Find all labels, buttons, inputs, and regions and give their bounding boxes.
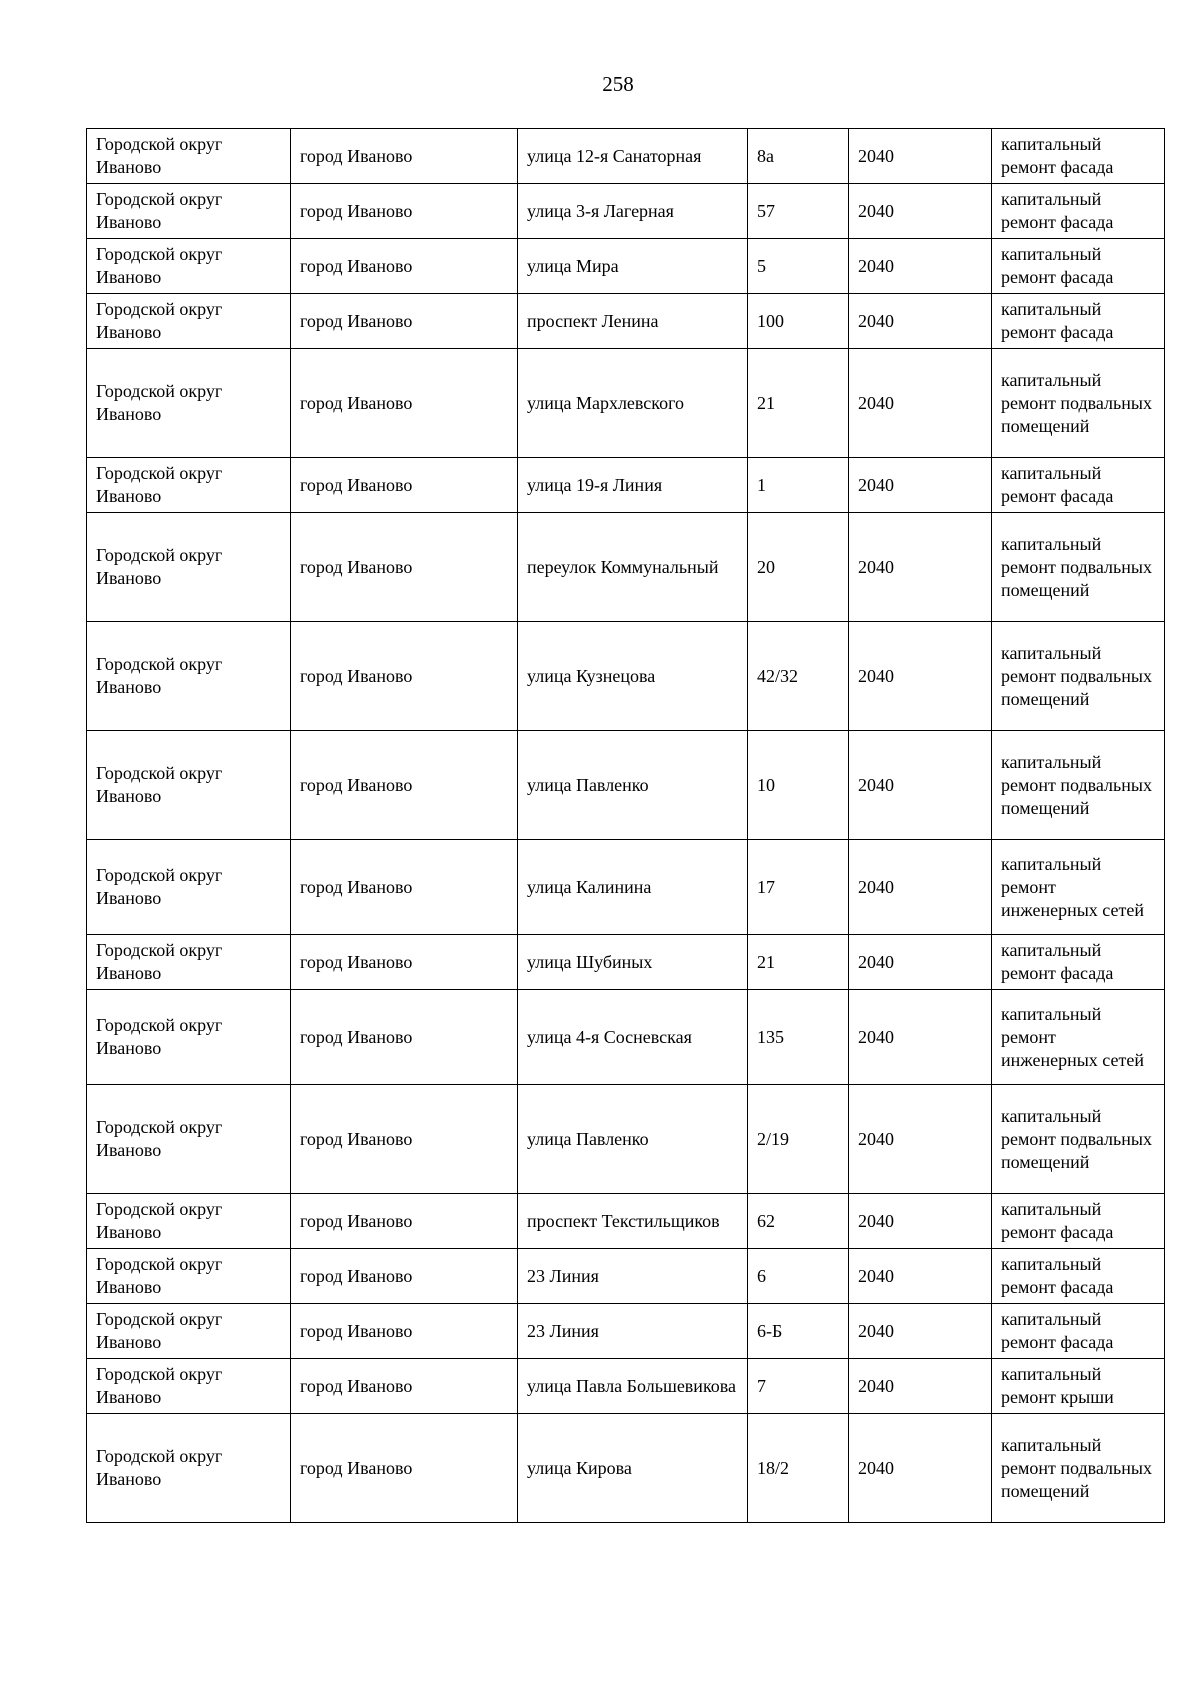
year-cell: 2040: [849, 129, 992, 184]
street-cell: 23 Линия: [518, 1304, 748, 1359]
house-number-cell: 62: [748, 1194, 849, 1249]
city-cell: город Иваново: [291, 840, 518, 935]
table-row: [87, 622, 1165, 731]
district-cell: Городской округ Иваново: [87, 1249, 291, 1304]
year-cell: 2040: [849, 184, 992, 239]
table-row: [87, 990, 1165, 1085]
district-cell: Городской округ Иваново: [87, 129, 291, 184]
street-cell: улица Кузнецова: [518, 622, 748, 731]
year-cell: 2040: [849, 458, 992, 513]
street-cell: проспект Ленина: [518, 294, 748, 349]
work-type-cell: капитальный ремонт фасада: [992, 935, 1165, 990]
year-cell: 2040: [849, 349, 992, 458]
street-cell: улица Кирова: [518, 1414, 748, 1523]
table-row: [87, 1304, 1165, 1359]
house-number-cell: 21: [748, 935, 849, 990]
repair-schedule-table: [86, 128, 1165, 1523]
district-cell: Городской округ Иваново: [87, 1414, 291, 1523]
house-number-cell: 21: [748, 349, 849, 458]
district-cell: Городской округ Иваново: [87, 184, 291, 239]
street-cell: улица Калинина: [518, 840, 748, 935]
table-row: [87, 840, 1165, 935]
year-cell: 2040: [849, 840, 992, 935]
district-cell: Городской округ Иваново: [87, 513, 291, 622]
work-type-cell: капитальный ремонт подвальных помещений: [992, 1085, 1165, 1194]
house-number-cell: 10: [748, 731, 849, 840]
city-cell: город Иваново: [291, 294, 518, 349]
house-number-cell: 57: [748, 184, 849, 239]
work-type-cell: капитальный ремонт крыши: [992, 1359, 1165, 1414]
city-cell: город Иваново: [291, 239, 518, 294]
year-cell: 2040: [849, 1304, 992, 1359]
year-cell: 2040: [849, 622, 992, 731]
table-row: [87, 294, 1165, 349]
year-cell: 2040: [849, 1194, 992, 1249]
house-number-cell: 1: [748, 458, 849, 513]
street-cell: улица Шубиных: [518, 935, 748, 990]
district-cell: Городской округ Иваново: [87, 1194, 291, 1249]
city-cell: город Иваново: [291, 1359, 518, 1414]
street-cell: улица Павленко: [518, 1085, 748, 1194]
house-number-cell: 17: [748, 840, 849, 935]
year-cell: 2040: [849, 1359, 992, 1414]
street-cell: улица Павленко: [518, 731, 748, 840]
house-number-cell: 100: [748, 294, 849, 349]
house-number-cell: 2/19: [748, 1085, 849, 1194]
work-type-cell: капитальный ремонт фасада: [992, 129, 1165, 184]
table-row: [87, 129, 1165, 184]
city-cell: город Иваново: [291, 349, 518, 458]
house-number-cell: 42/32: [748, 622, 849, 731]
house-number-cell: 6-Б: [748, 1304, 849, 1359]
work-type-cell: капитальный ремонт подвальных помещений: [992, 1414, 1165, 1523]
table-row: [87, 1085, 1165, 1194]
district-cell: Городской округ Иваново: [87, 935, 291, 990]
table-row: [87, 1249, 1165, 1304]
table-row: [87, 1414, 1165, 1523]
street-cell: улица Мира: [518, 239, 748, 294]
street-cell: проспект Текстильщиков: [518, 1194, 748, 1249]
city-cell: город Иваново: [291, 1249, 518, 1304]
district-cell: Городской округ Иваново: [87, 622, 291, 731]
district-cell: Городской округ Иваново: [87, 349, 291, 458]
table-row: [87, 1359, 1165, 1414]
city-cell: город Иваново: [291, 1304, 518, 1359]
year-cell: 2040: [849, 513, 992, 622]
city-cell: город Иваново: [291, 935, 518, 990]
year-cell: 2040: [849, 1085, 992, 1194]
district-cell: Городской округ Иваново: [87, 458, 291, 513]
district-cell: Городской округ Иваново: [87, 840, 291, 935]
work-type-cell: капитальный ремонт фасада: [992, 1249, 1165, 1304]
street-cell: улица 19-я Линия: [518, 458, 748, 513]
city-cell: город Иваново: [291, 1194, 518, 1249]
work-type-cell: капитальный ремонт фасада: [992, 1194, 1165, 1249]
street-cell: улица Мархлевского: [518, 349, 748, 458]
work-type-cell: капитальный ремонт фасада: [992, 294, 1165, 349]
city-cell: город Иваново: [291, 731, 518, 840]
work-type-cell: капитальный ремонт фасада: [992, 1304, 1165, 1359]
year-cell: 2040: [849, 990, 992, 1085]
city-cell: город Иваново: [291, 184, 518, 239]
year-cell: 2040: [849, 731, 992, 840]
table-row: [87, 1194, 1165, 1249]
house-number-cell: 5: [748, 239, 849, 294]
city-cell: город Иваново: [291, 1414, 518, 1523]
table-row: [87, 349, 1165, 458]
work-type-cell: капитальный ремонт инженерных сетей: [992, 990, 1165, 1085]
city-cell: город Иваново: [291, 1085, 518, 1194]
work-type-cell: капитальный ремонт подвальных помещений: [992, 622, 1165, 731]
city-cell: город Иваново: [291, 129, 518, 184]
table-row: [87, 731, 1165, 840]
city-cell: город Иваново: [291, 513, 518, 622]
work-type-cell: капитальный ремонт фасада: [992, 184, 1165, 239]
city-cell: город Иваново: [291, 622, 518, 731]
house-number-cell: 8а: [748, 129, 849, 184]
district-cell: Городской округ Иваново: [87, 294, 291, 349]
work-type-cell: капитальный ремонт фасада: [992, 239, 1165, 294]
table-row: [87, 935, 1165, 990]
work-type-cell: капитальный ремонт инженерных сетей: [992, 840, 1165, 935]
table-body: [87, 129, 1165, 1523]
street-cell: улица 12-я Санаторная: [518, 129, 748, 184]
district-cell: Городской округ Иваново: [87, 1085, 291, 1194]
table-row: [87, 513, 1165, 622]
district-cell: Городской округ Иваново: [87, 731, 291, 840]
street-cell: улица Павла Большевикова: [518, 1359, 748, 1414]
street-cell: 23 Линия: [518, 1249, 748, 1304]
work-type-cell: капитальный ремонт подвальных помещений: [992, 513, 1165, 622]
table-row: [87, 458, 1165, 513]
city-cell: город Иваново: [291, 458, 518, 513]
house-number-cell: 20: [748, 513, 849, 622]
table-row: [87, 184, 1165, 239]
city-cell: город Иваново: [291, 990, 518, 1085]
year-cell: 2040: [849, 239, 992, 294]
year-cell: 2040: [849, 1249, 992, 1304]
house-number-cell: 135: [748, 990, 849, 1085]
work-type-cell: капитальный ремонт подвальных помещений: [992, 731, 1165, 840]
house-number-cell: 18/2: [748, 1414, 849, 1523]
house-number-cell: 6: [748, 1249, 849, 1304]
district-cell: Городской округ Иваново: [87, 1304, 291, 1359]
work-type-cell: капитальный ремонт подвальных помещений: [992, 349, 1165, 458]
table-row: [87, 239, 1165, 294]
district-cell: Городской округ Иваново: [87, 990, 291, 1085]
year-cell: 2040: [849, 294, 992, 349]
district-cell: Городской округ Иваново: [87, 1359, 291, 1414]
district-cell: Городской округ Иваново: [87, 239, 291, 294]
page-number: 258: [602, 72, 634, 96]
year-cell: 2040: [849, 1414, 992, 1523]
street-cell: улица 3-я Лагерная: [518, 184, 748, 239]
year-cell: 2040: [849, 935, 992, 990]
street-cell: улица 4-я Сосневская: [518, 990, 748, 1085]
work-type-cell: капитальный ремонт фасада: [992, 458, 1165, 513]
house-number-cell: 7: [748, 1359, 849, 1414]
street-cell: переулок Коммунальный: [518, 513, 748, 622]
